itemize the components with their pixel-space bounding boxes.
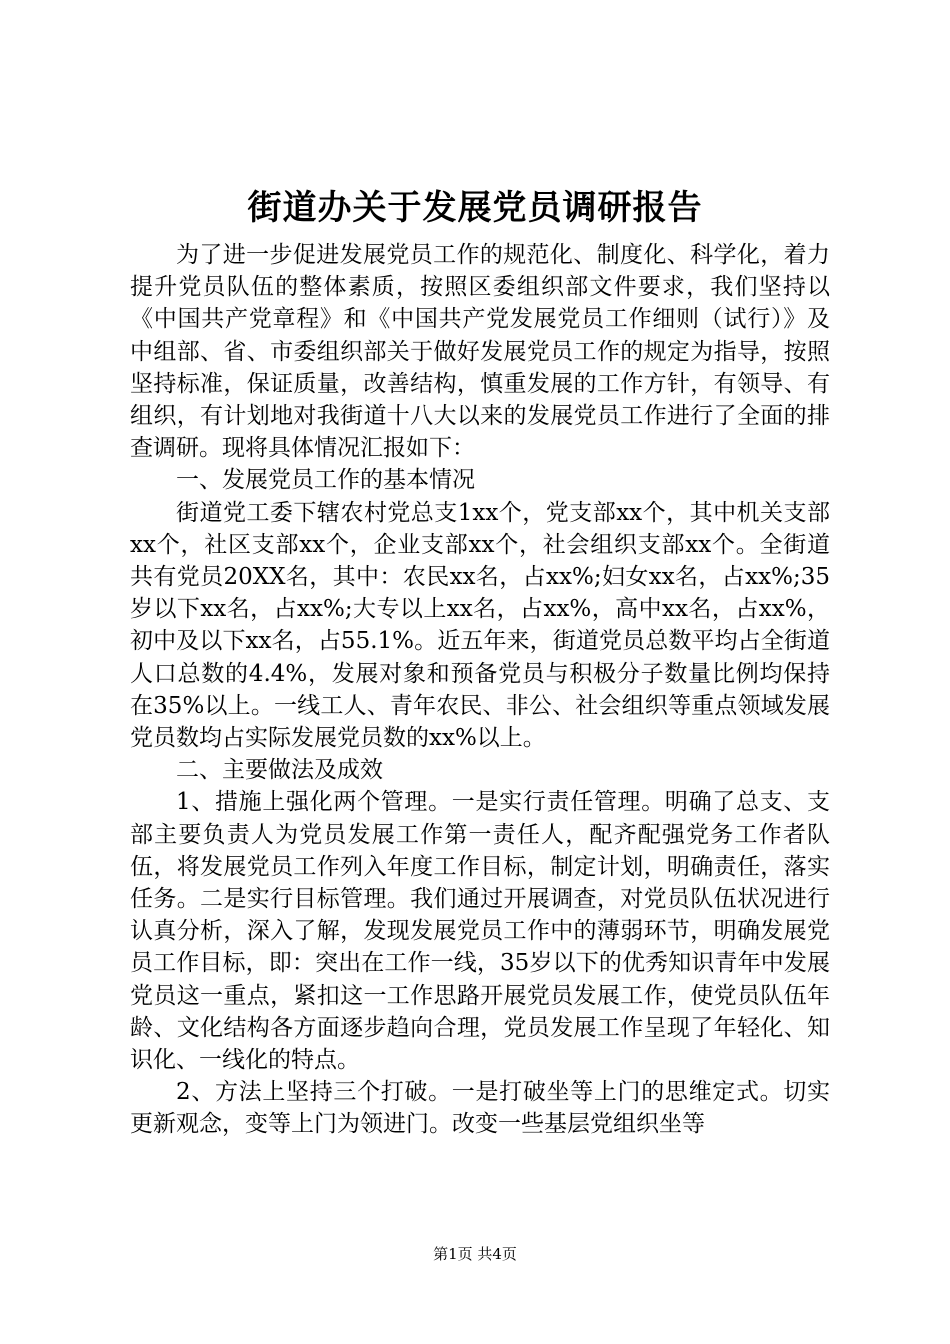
paragraph-practice-1: 1、措施上强化两个管理。一是实行责任管理。明确了总支、支部主要负责人为党员发展工作第一责任人，配齐配强党务工作者队伍，将发展党员工作列入年度工作目标，制定计划，明确责任，落实任务。二是实行目标管理。我们通过开展调查，对党员队伍状况进行认真分析，深入了解，发现发展党员工作中的薄弱环节，明确发展党员工作目标，即：突出在工作一线，35岁以下的优秀知识青年中发展党员这一重点，紧扣这一工作思路开展党员发展工作，使党员队伍年龄、文化结构各方面逐步趋向合理，党员发展工作呈现了年轻化、知识化、一线化的特点。 xyxy=(130,789,830,1074)
document-title: 街道办关于发展党员调研报告 xyxy=(247,188,703,228)
document-body xyxy=(130,239,830,1141)
paragraph-basic-situation: 街道党工委下辖农村党总支1xx个，党支部xx个，其中机关支部xx个，社区支部xx个，企业支部xx个，社会组织支部xx个。全街道共有党员20XX名，其中：农民xx名，占xx%;妇女xx名，占xx%;35岁以下xx名，占xx%;大专以上xx名，占xx%，高中xx名，占xx%，初中及以下xx名，占55.1%。近五年来，街道党员总数平均占全街道人口总数的4.4%，发展对象和预备党员与积极分子数量比例均保持在35%以上。一线工人、青年农民、非公、社会组织等重点领域发展党员数均占实际发展党员数的xx%以上。 xyxy=(130,499,830,752)
page-footer: 第1页 共4页 xyxy=(433,1245,517,1263)
section-heading-main-practices: 二、主要做法及成效 xyxy=(176,757,383,784)
paragraph-practice-2: 2、方法上坚持三个打破。一是打破坐等上门的思维定式。切实更新观念，变等上门为领进门。改变一些基层党组织坐等 xyxy=(130,1079,830,1138)
section-heading-basic-situation: 一、发展党员工作的基本情况 xyxy=(176,467,475,494)
paragraph-intro: 为了进一步促进发展党员工作的规范化、制度化、科学化，着力提升党员队伍的整体素质，按照区委组织部文件要求，我们坚持以《中国共产党章程》和《中国共产党发展党员工作细则（试行）》及中组部、省、市委组织部关于做好发展党员工作的规定为指导，按照坚持标准，保证质量，改善结构，慎重发展的工作方针，有领导、有组织，有计划地对我街道十八大以来的发展党员工作进行了全面的排查调研。现将具体情况汇报如下： xyxy=(130,242,830,462)
